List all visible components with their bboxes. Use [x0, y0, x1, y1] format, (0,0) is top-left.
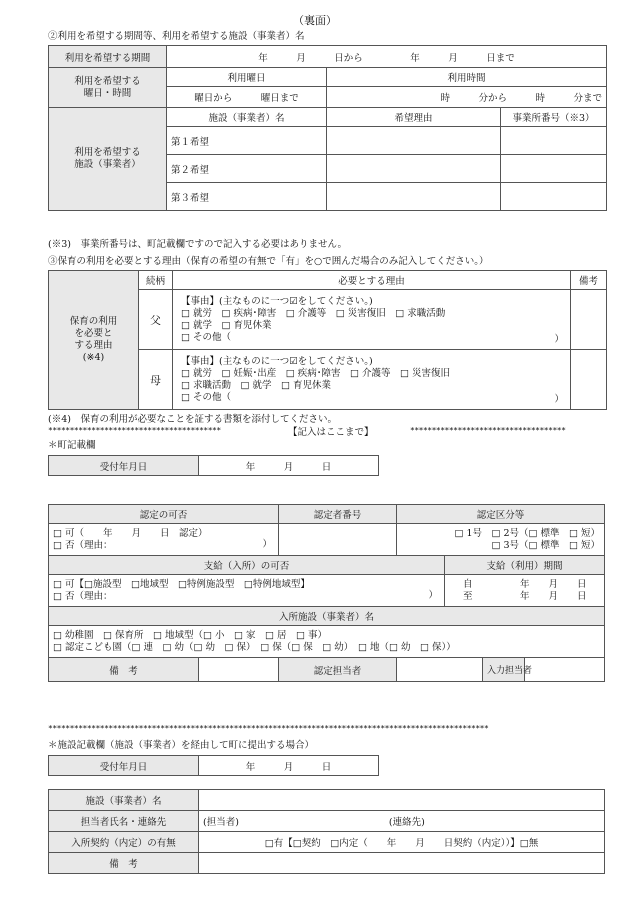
facility-receipt-table	[48, 755, 379, 776]
facility-name-header: 施設（事業者）名	[167, 108, 327, 127]
weekday-label: 利用を希望する 曜日・時間	[49, 68, 167, 108]
facility-receipt-date[interactable]: 年 月 日	[199, 756, 379, 776]
pay-period-header: 支給（利用）期間	[445, 556, 605, 575]
contact-field[interactable]: (担当者) (連絡先)	[199, 811, 605, 832]
section3-heading: ③保育の利用を必要とする理由（保育の希望の有無で「有」を○で囲んだ場合のみ記入してください。）	[48, 256, 489, 267]
remarks-header: 備考	[571, 271, 607, 290]
facility-remarks-label: 備 考	[49, 853, 199, 874]
facility-field[interactable]: □ 幼稚園 □ 保育所 □ 地域型（□ 小 □ 家 □ 居 □ 事） □ 認定こども園（□ 連 □ 幼（□ 幼 □ 保） □ 保（□ 保 □ 幼） □ 地（□ 幼 □ 保））	[49, 626, 605, 658]
separator-stars-right: ************************************	[410, 426, 566, 435]
relation-header: 続柄	[139, 271, 173, 290]
father-label: 父	[139, 290, 173, 350]
period-field[interactable]: 年 月 日から 年 月 日まで	[167, 46, 607, 68]
reason-table	[48, 270, 607, 410]
facility-header: 入所施設（事業者）名	[49, 607, 605, 626]
cert-header: 認定の可否	[49, 505, 279, 524]
choice-1-number	[501, 127, 607, 155]
choice-1[interactable]: 第１希望	[167, 127, 327, 155]
facility-name-label: 施設（事業者）名	[49, 790, 199, 811]
town-remarks-label: 備 考	[49, 658, 199, 682]
choice-1-reason[interactable]	[327, 127, 501, 155]
contract-label: 入所契約（内定）の有無	[49, 832, 199, 853]
cert-field[interactable]: □ 可（ 年 月 日 認定） □ 否（理由： ）	[49, 524, 279, 556]
choice-3-number	[501, 183, 607, 211]
contact-label: 担当者氏名・連絡先	[49, 811, 199, 832]
mother-reason[interactable]: 【事由】(主なものに一つ☑をしてください。) □ 就労 □ 妊娠･出産 □ 疾病･障害 □ 介護等 □ 災害復旧 □ 求職活動 □ 就学 □ 育児休業 □ その他（ ）	[173, 350, 571, 410]
contract-field[interactable]: □有【□契約 □内定（ 年 月 日契約（内定））】□無	[199, 832, 605, 853]
town-section-title: ＊町記載欄	[48, 440, 96, 451]
choice-2-reason[interactable]	[327, 155, 501, 183]
facility-reason-header: 希望理由	[327, 108, 501, 127]
choice-3-reason[interactable]	[327, 183, 501, 211]
input-staff-field[interactable]	[525, 658, 605, 682]
weekday-time-field[interactable]: 時 分から 時 分まで	[327, 87, 607, 108]
town-record-table	[48, 504, 605, 682]
separator-stars-full: ******************************************************************************************************	[48, 724, 489, 733]
town-receipt-date[interactable]: 年 月 日	[199, 456, 379, 476]
choice-3[interactable]: 第３希望	[167, 183, 327, 211]
weekday-day-header: 利用曜日	[167, 68, 327, 87]
father-remarks[interactable]	[571, 290, 607, 350]
town-receipt-table	[48, 455, 379, 476]
reason-label: 保育の利用 を必要と する理由 (※4)	[49, 271, 139, 410]
period-label: 利用を希望する期間	[49, 46, 167, 68]
facility-request-table	[48, 45, 607, 211]
town-remarks-field[interactable]	[199, 658, 279, 682]
cert-staff-field[interactable]	[397, 658, 483, 682]
input-staff-label: 入力担当者	[483, 658, 525, 682]
pay-header: 支給（入所）の可否	[49, 556, 445, 575]
separator-stars-left: ****************************************	[48, 426, 221, 435]
note-4: (※4) 保育の利用が必要なことを証する書類を添付してください。	[48, 414, 337, 425]
facility-receipt-label: 受付年月日	[49, 756, 199, 776]
mother-remarks[interactable]	[571, 350, 607, 410]
cert-number-field[interactable]	[279, 524, 397, 556]
facility-section-title: ＊施設記載欄（施設（事業者）を経由して町に提出する場合）	[48, 740, 315, 751]
cert-number-header: 認定者番号	[279, 505, 397, 524]
facility-record-table	[48, 789, 605, 874]
section2-heading: ②利用を希望する期間等、利用を希望する施設（事業者）名	[48, 31, 305, 42]
end-of-entry-label: 【記入はここまで】	[288, 427, 374, 438]
mother-label: 母	[139, 350, 173, 410]
page-title: （裏面）	[293, 14, 337, 27]
pay-period-field[interactable]: 自 年 月 日 至 年 月 日	[445, 575, 605, 607]
town-receipt-label: 受付年月日	[49, 456, 199, 476]
choice-2-number	[501, 155, 607, 183]
facility-number-header: 事業所番号（※3）	[501, 108, 607, 127]
facility-remarks-field[interactable]	[199, 853, 605, 874]
father-reason[interactable]: 【事由】(主なものに一つ☑をしてください。) □ 就労 □ 疾病･障害 □ 介護等 □ 災害復旧 □ 求職活動 □ 就学 □ 育児休業 □ その他（ ）	[173, 290, 571, 350]
cert-staff-label: 認定担当者	[279, 658, 397, 682]
note-3: (※3) 事業所番号は、町記載欄ですので記入する必要はありません。	[48, 239, 348, 250]
cert-class-field[interactable]: □ 1号 □ 2号（□ 標準 □ 短） □ 3号（□ 標準 □ 短）	[397, 524, 605, 556]
weekday-time-header: 利用時間	[327, 68, 607, 87]
pay-field[interactable]: □ 可【□施設型 □地域型 □特例施設型 □特例地域型】 □ 否（理由： ）	[49, 575, 445, 607]
weekday-day-field[interactable]: 曜日から 曜日まで	[167, 87, 327, 108]
choice-2[interactable]: 第２希望	[167, 155, 327, 183]
reason-header: 必要とする理由	[173, 271, 571, 290]
facility-label: 利用を希望する 施設（事業者）	[49, 108, 167, 211]
facility-name-field[interactable]	[199, 790, 605, 811]
cert-class-header: 認定区分等	[397, 505, 605, 524]
